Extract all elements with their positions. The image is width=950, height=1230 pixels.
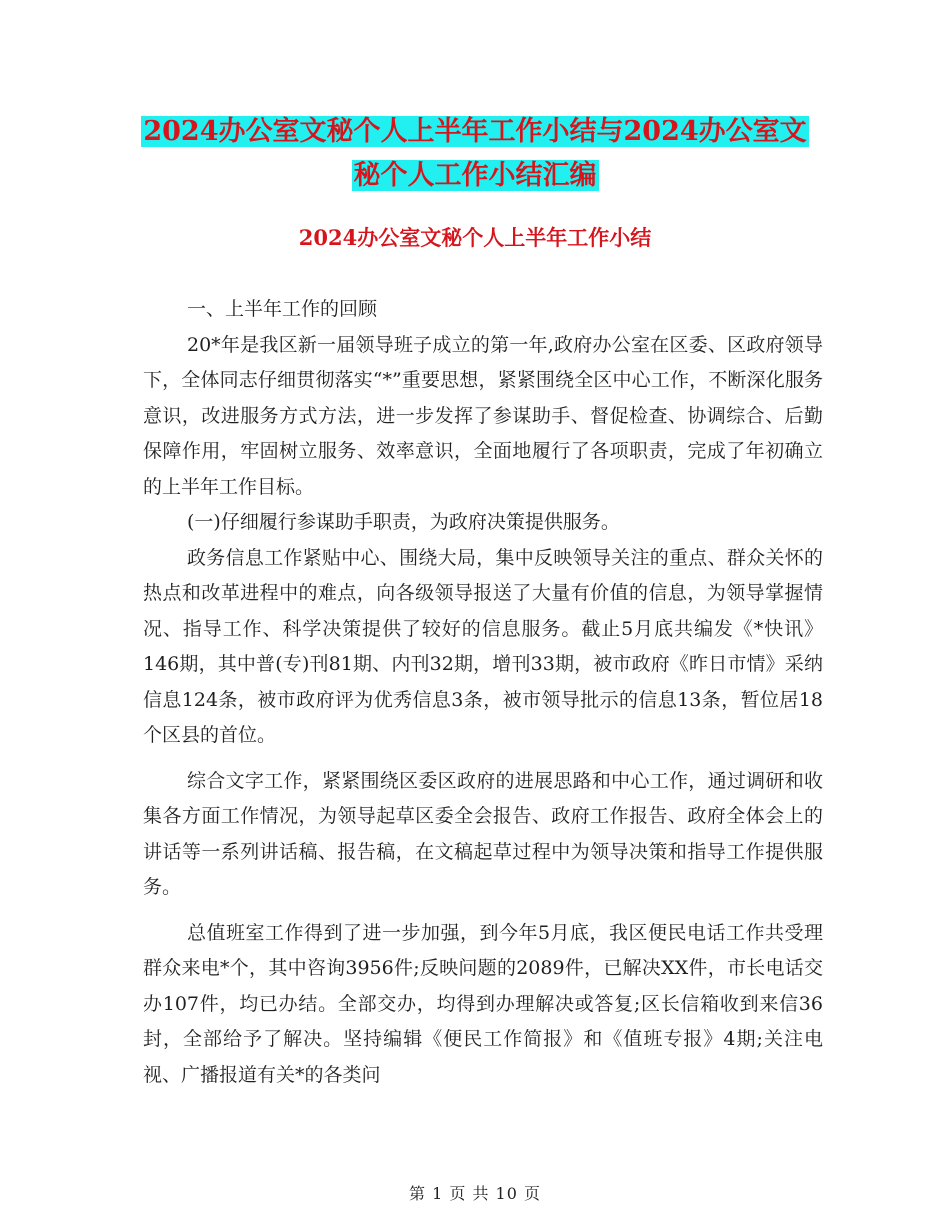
document-title-line-1 bbox=[0, 112, 950, 152]
title-highlight-2: 秘个人工作小结汇编 bbox=[353, 160, 597, 191]
title-highlight-1: 2024办公室文秘个人上半年工作小结与2024办公室文 bbox=[143, 116, 807, 147]
paragraph-subheading: (一)仔细履行参谋助手职责，为政府决策提供服务。 bbox=[187, 511, 620, 533]
paragraph: 政务信息工作紧贴中心、围绕大局，集中反映领导关注的重点、群众关怀的热点和改革进程中的难点，向各级领导报送了大量有价值的信息，为领导掌握情况、指导工作、科学决策提供了较好的信息服务。截止5月底共编发《*快讯》146期，其中普(专)刊81期、内刊32期，增刊33期，被市政府《昨日市情》采纳信息124条，被市政府评为优秀信息3条，被市领导批示的信息13条，暂位居18个区县的首位。 bbox=[143, 546, 823, 746]
paragraph: 综合文字工作，紧紧围绕区委区政府的进展思路和中心工作，通过调研和收集各方面工作情况，为领导起草区委全会报告、政府工作报告、政府全体会上的讲话等一系列讲话稿、报告稿，在文稿起草过程中为领导决策和指导工作提供服务。 bbox=[143, 769, 823, 898]
section-title: 2024办公室文秘个人上半年工作小结 bbox=[298, 225, 652, 250]
paragraph-heading: 一、上半年工作的回顾 bbox=[187, 298, 378, 320]
paragraph: 20*年是我区新一届领导班子成立的第一年,政府办公室在区委、区政府领导下，全体同志仔细贯彻落实“*”重要思想，紧紧围绕全区中心工作，不断深化服务意识，改进服务方式方法，进一步发挥了参谋助手、督促检查、协调综合、后勤保障作用，牢固树立服务、效率意识，全面地履行了各项职责，完成了年初确立的上半年工作目标。 bbox=[143, 333, 823, 498]
document-body bbox=[143, 292, 823, 1093]
document-title-line-2 bbox=[0, 156, 950, 196]
page-footer: 第 1 页 共 10 页 bbox=[409, 1184, 541, 1203]
paragraph: 总值班室工作得到了进一步加强，到今年5月底，我区便民电话工作共受理群众来电*个，其中咨询3956件;反映问题的2089件，已解决XX件，市长电话交办107件，均已办结。全部交办，均得到办理解决或答复;区长信箱收到来信36封，全部给予了解决。坚持编辑《便民工作简报》和《值班专报》4期;关注电视、广播报道有关*的各类问 bbox=[143, 921, 823, 1086]
